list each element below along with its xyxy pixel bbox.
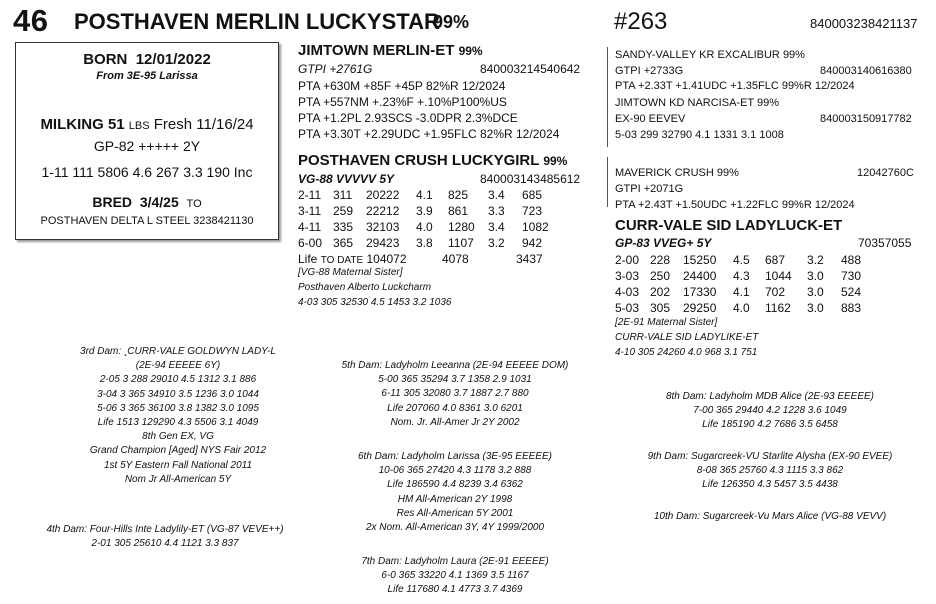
dam-record-row [298, 220, 558, 235]
record-cell: 311 [333, 188, 353, 202]
record-cell: 20222 [366, 188, 400, 202]
sire-sire-gtpi: GTPI +2733G [615, 65, 684, 77]
record-cell: 3.0 [807, 269, 824, 283]
record-cell: 2-11 [298, 188, 322, 202]
record-cell: 3.9 [416, 204, 433, 218]
ancestor-line: Life 186590 4.4 8239 3.4 6362 [387, 479, 523, 491]
milking-value: 51 [107, 116, 125, 133]
record-cell: 4-11 [298, 220, 322, 234]
record-cell: 4-03 [615, 285, 640, 299]
record-cell: 4.5 [733, 253, 750, 267]
ancestor-line: Life 1513 129290 4.3 5506 3.1 4049 [97, 417, 259, 429]
dam-sister-record: 4-03 305 32530 4.5 1453 3.2 1036 [298, 297, 452, 308]
ancestor-line: Life 207060 4.0 8361 3.0 6201 [387, 402, 523, 414]
ancestor-line: (2E-94 EEEEE 6Y) [135, 360, 221, 372]
sire-dam-record: 5-03 299 32790 4.1 1331 3.1 1008 [615, 129, 784, 141]
born-date: 12/01/2022 [135, 51, 211, 68]
dam-name-line [298, 152, 567, 169]
sixth-dam-block [305, 450, 605, 535]
sire-sire-name: SANDY-VALLEY KR EXCALIBUR [615, 49, 780, 61]
sire-dam-name-line [615, 97, 779, 109]
ancestor-line: Life 185190 4.2 7686 3.5 6458 [702, 419, 838, 431]
record-cell: 17330 [683, 285, 717, 299]
record-cell: 2-00 [615, 253, 640, 267]
fifth-dam-block [305, 359, 605, 430]
sire-pta-3: PTA +1.2PL 2.93SCS -3.0DPR 2.3%DCE [298, 111, 518, 125]
dam-dam-name: CURR-VALE SID LADYLUCK-ET [615, 217, 843, 234]
tenth-dam-block [620, 510, 920, 524]
catalog-number: #263 [614, 8, 668, 35]
milking-label: MILKING [40, 116, 104, 133]
sire-dam-name: JIMTOWN KD NARCISA-ET [615, 97, 754, 109]
record-cell: 524 [841, 285, 862, 299]
sire-dam-percent: 99% [757, 97, 780, 109]
record-cell: 702 [765, 285, 786, 299]
ancestor-line: 10th Dam: Sugarcreek-Vu Mars Alice (VG-88 VEVV) [653, 511, 887, 522]
dam-dam-id: 70357055 [858, 236, 912, 250]
sire-sire-pta: PTA +2.33T +1.41UDC +1.35FLC 99%R 12/2024 [615, 80, 855, 92]
ancestor-line: 5-06 3 365 36100 3.8 1382 3.0 1095 [97, 402, 259, 414]
fresh-date: Fresh 11/16/24 [153, 116, 254, 133]
dam-dam-record-row [615, 253, 875, 268]
record-cell: 1082 [522, 220, 549, 234]
dam-dam-sister-note: [2E-91 Maternal Sister] [615, 317, 718, 328]
ancestor-line: 2-01 305 25610 4.4 1121 3.3 837 [91, 538, 239, 550]
life-milk: 104072 [366, 252, 407, 266]
record-cell: 4.1 [733, 285, 750, 299]
record-cell: 259 [333, 204, 354, 218]
dam-sister-note: [VG-88 Maternal Sister] [298, 267, 403, 278]
animal-info-box [15, 42, 279, 240]
dam-sire-pta: PTA +2.43T +1.50UDC +1.22FLC 99%R 12/2024 [615, 199, 855, 211]
dam-sire-name: MAVERICK CRUSH [615, 167, 714, 179]
sire-sire-percent: 99% [782, 49, 805, 61]
record-cell: 365 [333, 236, 354, 250]
ancestor-line: 3-04 3 365 34910 3.5 1236 3.0 1044 [97, 388, 259, 400]
ancestor-line: Nom Jr All-American 5Y [124, 473, 232, 485]
bred-line [16, 194, 278, 210]
record-cell: 883 [841, 301, 862, 315]
dam-sire-percent: 99% [716, 167, 739, 179]
record-cell: 861 [448, 204, 469, 218]
record-cell: 3.2 [807, 253, 824, 267]
record-cell: 228 [650, 253, 671, 267]
fourth-dam-block [15, 523, 315, 551]
dam-name: POSTHAVEN CRUSH LUCKYGIRL [298, 152, 540, 169]
dam-sire-id: 12042760C [857, 167, 914, 179]
dam-dam-sister-record: 4-10 305 24260 4.0 968 3.1 751 [615, 347, 758, 358]
ancestor-line: Nom. Jr. All-Amer Jr 2Y 2002 [390, 416, 520, 428]
record-cell: 3.4 [488, 220, 505, 234]
record-cell: 15250 [683, 253, 717, 267]
sire-dam-id: 840003150917782 [820, 113, 912, 125]
record-cell: 687 [765, 253, 786, 267]
life-protein: 3437 [516, 252, 543, 266]
dam-id: 840003143485612 [480, 172, 581, 186]
record-cell: 305 [650, 301, 671, 315]
ancestor-line: 6th Dam: Ladyholm Larissa (3E-95 EEEEE) [358, 451, 552, 462]
ancestor-line: 7-00 365 29440 4.2 1228 3.6 1049 [693, 405, 847, 417]
ancestor-line: 2-05 3 288 29010 4.5 1312 3.1 886 [99, 374, 257, 386]
sire-sire-name-line [615, 49, 805, 61]
classification: GP-82 +++++ 2Y [93, 138, 201, 154]
record-cell: 488 [841, 253, 862, 267]
record-cell: 3.8 [416, 236, 433, 250]
bred-label: BRED [92, 194, 133, 210]
lot-number: 46 [13, 3, 49, 38]
seventh-dam-block [305, 555, 605, 598]
bred-date: 3/4/25 [139, 194, 179, 210]
dam-dam-sister-name: CURR-VALE SID LADYLIKE-ET [615, 332, 759, 343]
record-cell: 3.4 [488, 188, 505, 202]
ancestor-line: 6-0 365 33220 4.1 1369 3.5 1167 [381, 570, 529, 582]
dam-sister-name: Posthaven Alberto Luckcharm [298, 282, 432, 293]
dam-percent: 99% [543, 154, 568, 168]
sire-id: 840003214540642 [480, 62, 581, 76]
sire-name-line [298, 42, 483, 59]
record-cell: 3.3 [488, 204, 505, 218]
ancestor-line: 2x Nom. All-American 3Y, 4Y 1999/2000 [365, 522, 545, 534]
animal-name: POSTHAVEN MERLIN LUCKYSTAR [74, 9, 440, 34]
record-cell: 24400 [683, 269, 717, 283]
record-cell: 723 [522, 204, 543, 218]
sire-name: JIMTOWN MERLIN-ET [298, 42, 455, 59]
record-cell: 32103 [366, 220, 400, 234]
life-label: Life [298, 252, 318, 266]
ancestor-line: 8th Gen EX, VG [142, 431, 214, 443]
record-cell: 4.1 [416, 188, 433, 202]
sire-gtpi: GTPI +2761G [298, 62, 373, 76]
dam-dam-record-row [615, 301, 875, 316]
dam-life-line [298, 252, 407, 266]
record-cell: 22212 [366, 204, 400, 218]
milking-line [16, 116, 278, 133]
ancestor-line: HM All-American 2Y 1998 [397, 493, 513, 505]
record-cell: 250 [650, 269, 671, 283]
record-cell: 4.0 [416, 220, 433, 234]
bred-to: TO [186, 198, 202, 210]
ancestor-line: 6-11 305 32080 3.7 1887 2.7 880 [381, 388, 529, 400]
ancestor-line: 1st 5Y Eastern Fall National 2011 [103, 459, 253, 471]
record-cell: 5-03 [615, 301, 640, 315]
dam-sire-name-line [615, 167, 739, 179]
ancestor-line: 8th Dam: Ladyholm MDB Alice (2E-93 EEEEE) [665, 391, 875, 402]
record-cell: 1162 [765, 301, 791, 315]
sire-pta-4: PTA +3.30T +2.29UDC +1.95FLC 82%R 12/2024 [298, 127, 560, 141]
ancestor-line: Res All-American 5Y 2001 [396, 507, 514, 519]
sire-percent: 99% [458, 44, 483, 58]
record-cell: 29250 [683, 301, 717, 315]
ancestor-line: Grand Champion [Aged] NYS Fair 2012 [89, 445, 267, 457]
record-cell: 202 [650, 285, 671, 299]
ancestor-line: 7th Dam: Ladyholm Laura (2E-91 EEEEE) [361, 556, 549, 567]
record-cell: 29423 [366, 236, 400, 250]
sire-bracket [607, 47, 608, 147]
record-cell: 3-03 [615, 269, 640, 283]
born-line [16, 51, 278, 68]
sire-pta-2: PTA +557NM +.23%F +.10%P100%US [298, 95, 507, 109]
dam-record-row [298, 188, 558, 203]
record-cell: 685 [522, 188, 543, 202]
ancestor-line: 3rd Dam: ¸CURR-VALE GOLDWYN LADY-L [80, 346, 276, 357]
ninth-dam-block [620, 450, 920, 493]
record-cell: 3-11 [298, 204, 322, 218]
record-cell: 3.0 [807, 285, 824, 299]
record-cell: 1107 [448, 236, 474, 250]
dam-bracket [607, 157, 608, 207]
born-label: BORN [83, 51, 128, 68]
eighth-dam-block [620, 390, 920, 433]
dam-dam-record-row [615, 285, 875, 300]
record-cell: 3.2 [488, 236, 505, 250]
life-fat: 4078 [442, 252, 469, 266]
record-cell: 942 [522, 236, 543, 250]
record-cell: 1044 [765, 269, 792, 283]
dam-dam-record-row [615, 269, 875, 284]
ancestor-line: 4th Dam: Four-Hills Inte Ladylily-ET (VG-87 VEVE++) [46, 524, 284, 535]
life-todate: TO DATE [320, 255, 364, 266]
ancestor-line: 10-06 365 27420 4.3 1178 3.2 888 [378, 465, 532, 477]
from-dam: From 3E-95 Larissa [96, 70, 198, 82]
dam-dam-classification: GP-83 VVEG+ 5Y [615, 236, 712, 250]
production-record: 1-11 111 5806 4.6 267 3.3 190 Inc [41, 164, 253, 180]
record-cell: 730 [841, 269, 862, 283]
ancestor-line: 9th Dam: Sugarcreek-VU Starlite Alysha (EX-90 EVEE) [647, 451, 893, 462]
record-cell: 825 [448, 188, 469, 202]
dam-record-row [298, 204, 558, 219]
bred-sire: POSTHAVEN DELTA L STEEL 3238421130 [40, 215, 254, 227]
dam-record-row [298, 236, 558, 251]
ancestor-line: 8-08 365 25760 4.3 1115 3.3 862 [696, 465, 844, 477]
ancestor-line: 5-00 365 35294 3.7 1358 2.9 1031 [378, 374, 532, 386]
ancestor-line: Life 126350 4.3 5457 3.5 4438 [702, 479, 838, 491]
record-cell: 4.0 [733, 301, 750, 315]
animal-percent: 99% [433, 12, 470, 32]
dam-sire-gtpi: GTPI +2071G [615, 183, 684, 195]
sire-sire-id: 840003140616380 [820, 65, 912, 77]
ancestor-line: Life 117680 4.1 4773 3.7 4369 [387, 584, 523, 596]
registration-id: 840003238421137 [810, 16, 918, 31]
record-cell: 3.0 [807, 301, 824, 315]
record-cell: 1280 [448, 220, 475, 234]
record-cell: 6-00 [298, 236, 323, 250]
milking-unit: LBS [128, 120, 150, 132]
record-cell: 4.3 [733, 269, 750, 283]
third-dam-block [28, 345, 328, 487]
sire-dam-class: EX-90 EEVEV [615, 113, 686, 125]
sire-pta-1: PTA +630M +85F +45P 82%R 12/2024 [298, 79, 506, 93]
dam-classification: VG-88 VVVVV 5Y [298, 172, 395, 186]
record-cell: 335 [333, 220, 354, 234]
ancestor-line: 5th Dam: Ladyholm Leeanna (2E-94 EEEEE DOM) [341, 360, 569, 371]
